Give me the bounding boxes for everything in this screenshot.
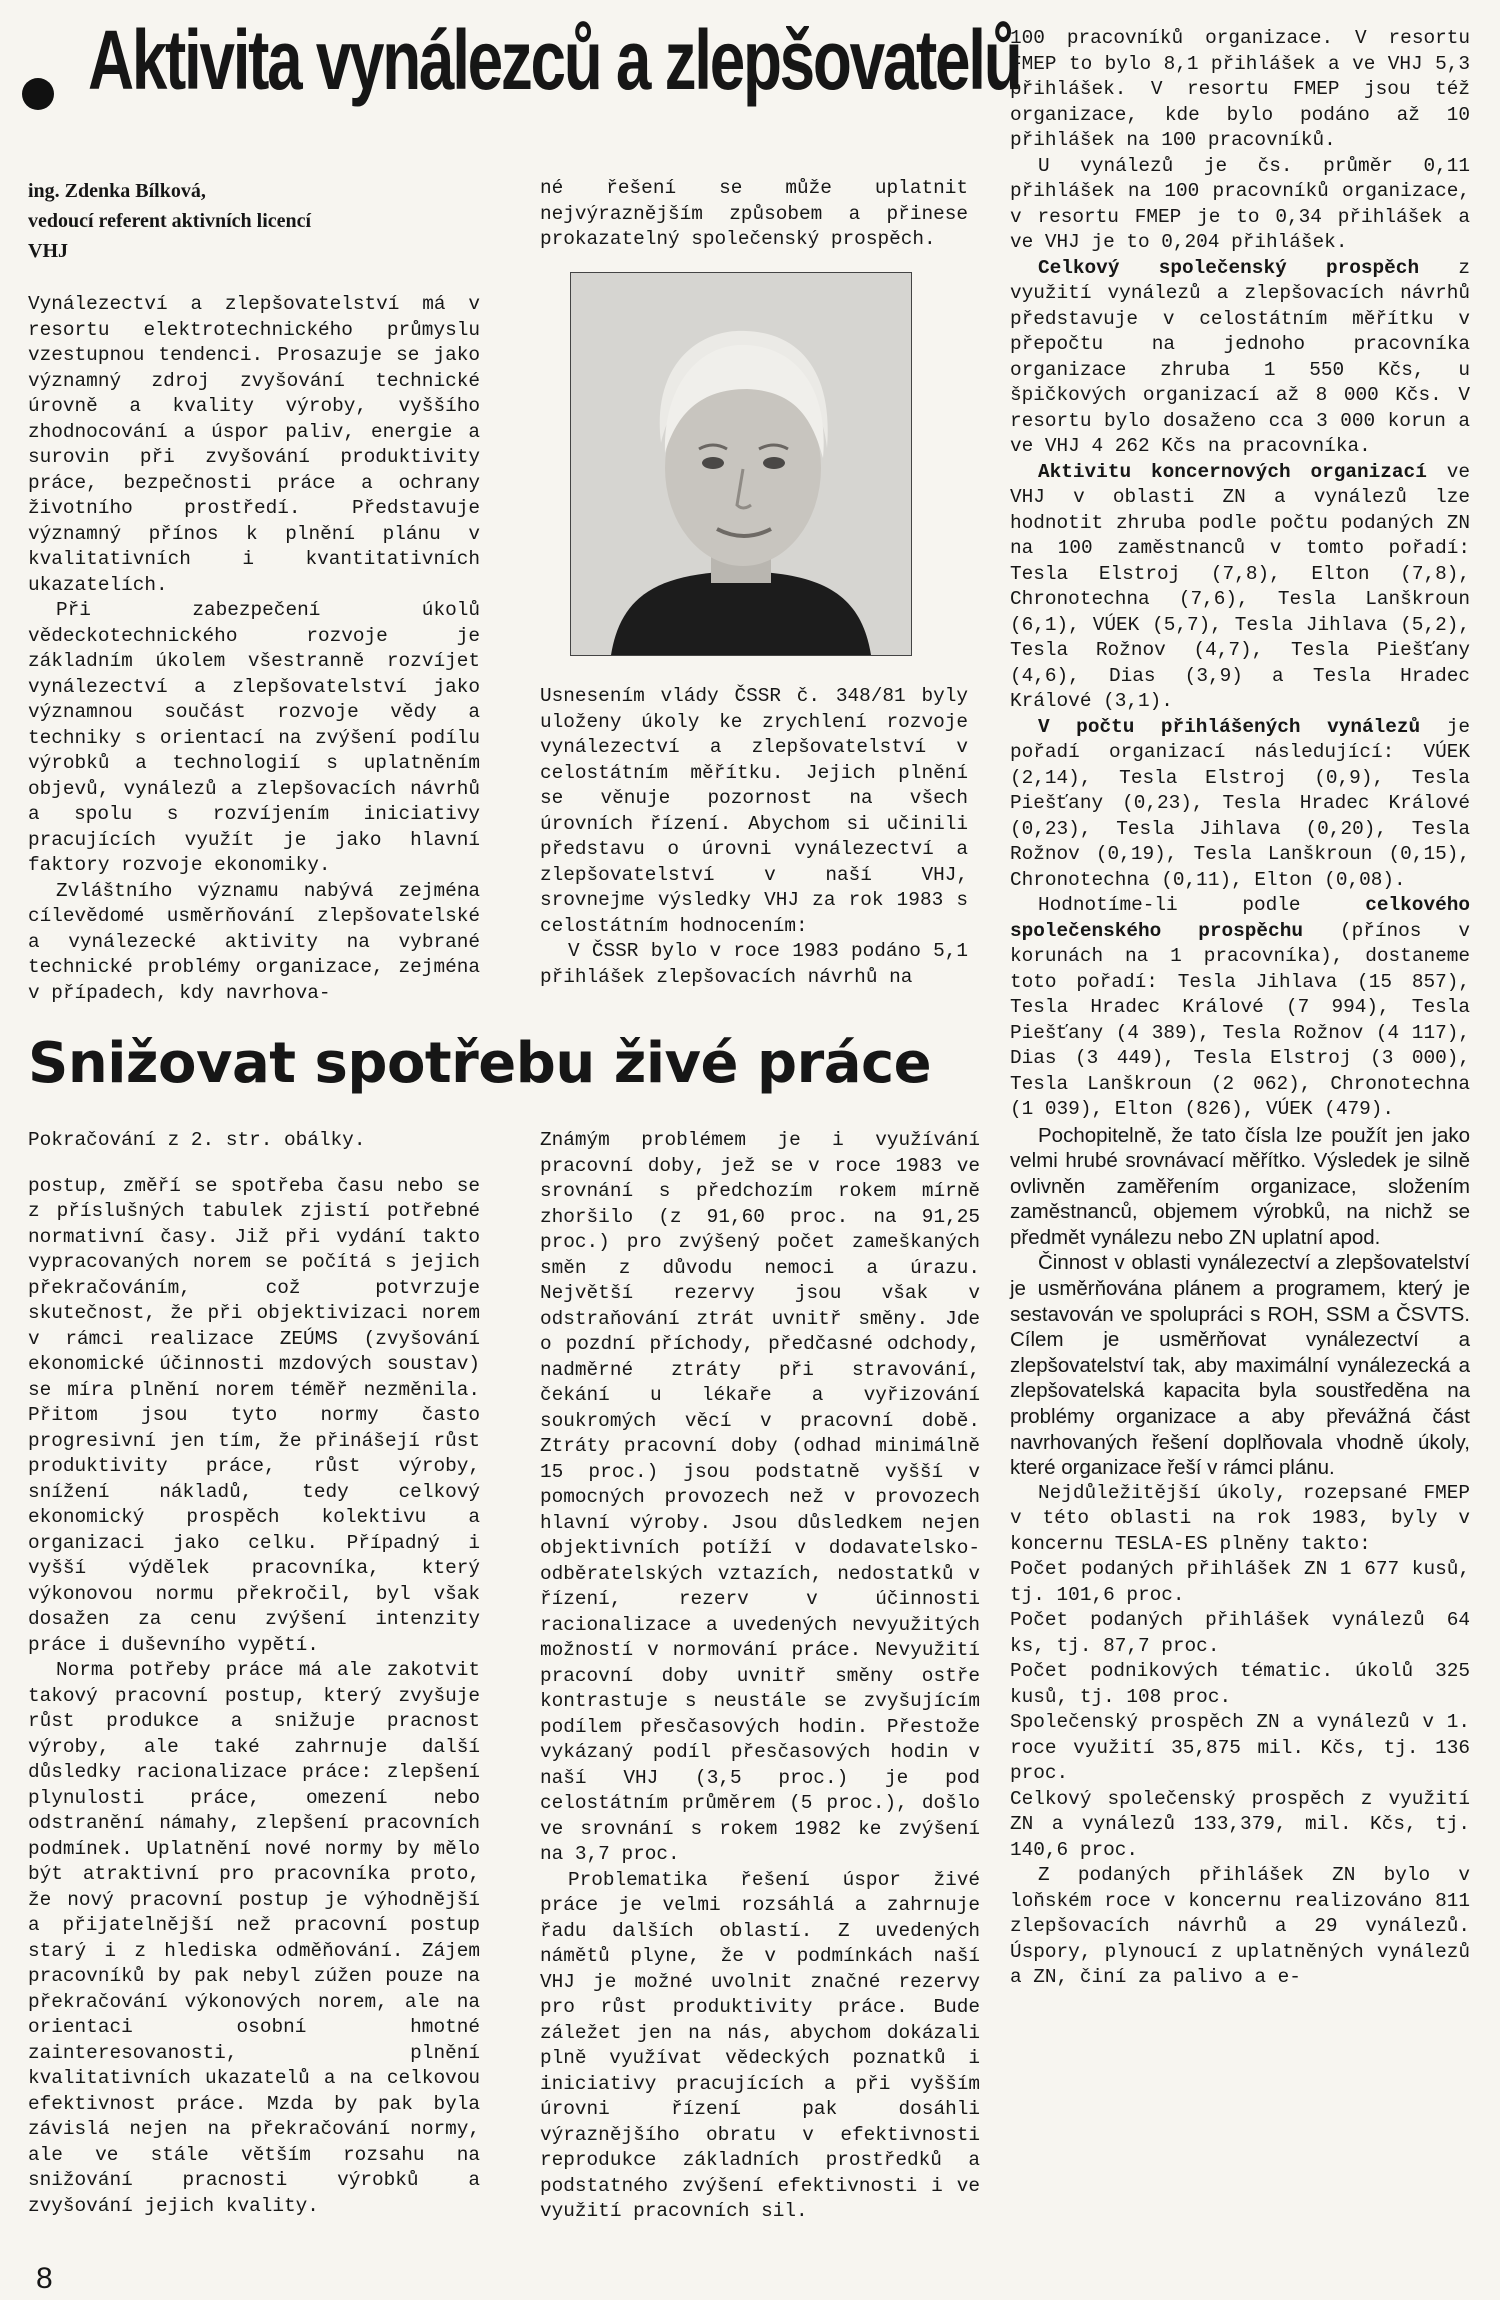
author-unit: VHJ — [28, 240, 68, 262]
paragraph: Norma potřeby práce má ale zakotvit takový pracovní postup, který zvyšuje růst produkce a snižuje pracnost výroby, ale také zahrnuje další důsledky racionalizace práce: zlepšení plynulosti práce, omezení nebo odstranění námahy, zlepšení pracovních podmínek. Uplatnění nové normy by mělo být atraktivní pro pracovníka proto, že nový pracovní postup je výhodnější a přijatelnější než pracovní postup starý i z hlediska odměňování. Zájem pracovníků by pak nebyl zúžen pouze na překračování výkonových norem, ale na orientaci osobní hmotné zainteresovanosti, plnění kvalitativních ukazatelů a na celkovou efektivnost práce. Mzda by pak byla závislá nejen na překračování normy, ale ve stále větším rozsahu na snižování pracnosti výrobků a zvyšování jejich kvality. — [28, 1659, 480, 2217]
paragraph: né řešení se může uplatnit nejvýraznějším způsobem a přinese prokazatelný společenský prospěch. — [540, 177, 968, 250]
paragraph-text: Z podaných přihlášek ZN bylo v loňském roce v koncernu realizováno 811 zlepšovacích návrhů a 29 vynálezů. Úspory, plynoucí z uplatněných vynálezů a ZN, činí za palivo a e- — [1010, 1864, 1470, 1989]
bullet-icon — [22, 78, 54, 110]
article2-column2 — [540, 1128, 980, 2225]
paragraph — [1010, 1659, 1470, 1710]
paragraph — [1010, 1863, 1470, 1991]
article1-column2 — [540, 684, 968, 990]
article2-title: Snižovat spotřebu živé práce — [28, 1031, 932, 1096]
paragraph: Problematika řešení úspor živé práce je velmi rozsáhlá a zahrnuje řadu dalších oblastí. Z uvedených námětů plyne, že v podmínkách naší VHJ je možné uvolnit značné rezervy pro růst produktivity práce. Bude záležet jen na nás, abychom dokázali plně využívat vědeckých poznatků i iniciativy pracujících a při vyšším úrovni řízení pak dosáhli výraznějšího obratu v efektivnosti reprodukce základních prostředků a podstatného zvýšení efektivnosti i ve využití pracovních sil. — [540, 1868, 980, 2222]
paragraph-text: 100 pracovníků organizace. V resortu FMEP to bylo 8,1 přihlášek a ve VHJ 5,3 přihlášek. V resortu FMEP jsou též organizace, kde bylo podáno až 10 přihlášek na 100 pracovníků. — [1010, 27, 1470, 151]
article1-column3 — [1010, 26, 1470, 1991]
paragraph: postup, změří se spotřeba času nebo se z příslušných tabulek zjistí potřebné normativní časy. Již při vydání takto vypracovaných norem se počítá s jejich překračováním, což potvrzuje skutečnost, že při objektivizaci norem v rámci realizace ZEÚMS (zvyšování ekonomické účinnosti mzdových soustav) se míra plnění norem téměř nezměnila. Přitom jsou tyto normy často progresivní jen tím, že přinášejí růst produktivity práce, růst výroby, snížení nákladů, tedy celkový ekonomický prospěch kolektivu a organizaci jako celku. Případný i vyšší výdělek pracovníka, který výkonovou normu překročil, byl však dosažen za cenu zvýšení intenzity práce i duševního vypětí. — [28, 1174, 480, 1656]
author-portrait-photo — [570, 272, 912, 656]
paragraph — [1010, 256, 1470, 460]
article1-column1 — [28, 176, 480, 1006]
paragraph-text: ve VHJ v oblasti ZN a vynálezů lze hodnotit zhruba podle počtu podaných ZN na 100 zaměstnanců v tomto pořadí: Tesla Elstroj (7,8), Elton (7,8), Chronotechna (7,6), Tesla Lanškroun (6,1), VÚEK (5,7), Tesla Jihlava (5,2), Tesla Rožnov (4,7), Tesla Piešťany (4,6), Dias (3,9) a Tesla Hradec Králové (3,1). — [1010, 460, 1470, 712]
portrait-image — [571, 273, 911, 655]
paragraph-text: U vynálezů je čs. průměr 0,11 přihlášek na 100 pracovníků organizace, v resortu FMEP je to 0,34 přihlášek a ve VHJ je to 0,204 přihlášek. — [1010, 154, 1470, 253]
author-name: ing. Zdenka Bílková, — [28, 180, 206, 202]
paragraph — [1010, 1557, 1470, 1608]
paragraph-text: Činnost v oblasti vynálezectví a zlepšovatelství je usměrňována plánem a programem, který je sestavován ve spolupráci s ROH, SSM a ČSVTS. Cílem je usměrňovat vynálezectví a zlepšovatelství tak, aby maximální vynálezecká a zlepšovatelská kapacita byla soustředěna na problémy organizace a aby převážná část navrhovaných řešení doplňovala vhodně úkoly, které organizace řeší v rámci plánu. — [1010, 1251, 1470, 1480]
paragraph — [1010, 1710, 1470, 1787]
page-number: 8 — [36, 2262, 53, 2295]
paragraph: Usnesením vlády ČSSR č. 348/81 byly uloženy úkoly ke zrychlení rozvoje vynálezectví a zlepšovatelství v celostátním měřítku. Jejich plnění se věnuje pozornost na všech úrovních řízení. Abychom si učinili představu o úrovni vynálezectví a zlepšovatelství v naší VHJ, srovnejme výsledky VHJ za rok 1983 s celostátním hodnocením: — [540, 685, 968, 937]
paragraph: V ČSSR bylo v roce 1983 podáno 5,1 přihlášek zlepšovacích návrhů na — [540, 940, 968, 988]
paragraph-text: je pořadí organizací následující: VÚEK (2,14), Tesla Elstroj (0,9), Tesla Piešťany (0,23), Tesla Hradec Králové (0,23), Tesla Jihlava (0,20), Tesla Rožnov (0,19), Tesla Lanškroun (0,15), Chronotechna (0,11), Elton (0,08). — [1010, 715, 1470, 891]
bold-lead-in: V počtu přihlášených vynálezů — [1038, 715, 1421, 738]
paragraph-text: Pochopitelně, že tato čísla lze použít jen jako velmi hrubé srovnávací měřítko. Výsledek je silně ovlivněn zaměřením organizace, složením zaměstnanců, objemem výrobků, na nichž se předmět vynálezu nebo ZN uplatní apod. — [1010, 1123, 1470, 1249]
paragraph — [1010, 1787, 1470, 1864]
paragraph: Při zabezpečení úkolů vědeckotechnického rozvoje je základním úkolem všestranně rozvíjet vynálezectví a zlepšovatelství jako významnou součást rozvoje vědy a techniky s orientací na zvýšení podílu výrobků a technologií s uplatněním objevů, vynálezů a zlepšovacích návrhů a spolu s rozvíjením iniciativy pracujících využít je jako hlavní faktory rozvoje ekonomiky. — [28, 599, 480, 876]
paragraph-text: Hodnotíme-li podle — [1038, 894, 1366, 916]
paragraph — [1010, 1608, 1470, 1659]
paragraph-text: Společenský prospěch ZN a vynálezů v 1. roce využití 35,875 mil. Kčs, tj. 136 proc. — [1010, 1711, 1470, 1785]
article1-column2-top — [540, 176, 968, 253]
paragraph-text: (přínos v korunách na 1 pracovníka), dostaneme toto pořadí: Tesla Jihlava (15 857), Tesla Hradec Králové (7 994), Tesla Piešťany (4 389), Tesla Rožnov (4 117), Dias (3 449), Tesla Elstroj (3 000), Tesla Lanškroun (2 062), Chronotechna (1 039), Elton (826), VÚEK (479). — [1010, 919, 1470, 1120]
bold-lead-in: Aktivitu koncernových organizací — [1038, 460, 1427, 483]
paragraph — [1010, 715, 1470, 894]
paragraph — [1010, 460, 1470, 715]
paragraph-text: z využití vynálezů a zlepšovacích návrhů představuje v celostátním měřítku v přepočtu na jednoho pracovníka organizace zhruba 1 550 Kčs, u špičkových organizací až 8 000 Kčs. V resortu bylo dosaženo cca 3 000 korun a ve VHJ 4 262 Kčs na pracovníka. — [1010, 256, 1470, 457]
page-title: Aktivita vynálezců a zlepšovatelů — [88, 13, 1021, 107]
paragraph-text: Celkový společenský prospěch z využití ZN a vynálezů 133,379, mil. Kčs, tj. 140,6 proc. — [1010, 1787, 1470, 1861]
bold-lead-in: Celkový společenský prospěch — [1038, 256, 1420, 279]
author-role: vedoucí referent aktivních licencí — [28, 210, 312, 232]
paragraph — [1010, 1250, 1470, 1480]
paragraph — [1010, 893, 1470, 1123]
paragraph: Vynálezectví a zlepšovatelství má v resortu elektrotechnického průmyslu vzestupnou tendenci. Prosazuje se jako významný zdroj zvyšování technické úrovně a kvality výroby, vyššího zhodnocování a úspor paliv, energie a surovin při zvyšování produktivity práce, bezpečnosti práce a ochrany životního prostředí. Představuje významný přínos k plnění plánu v kvalitativních i kvantitativních ukazatelích. — [28, 293, 480, 596]
paragraph — [1010, 1481, 1470, 1558]
paragraph-text: Počet podnikových tématic. úkolů 325 kusů, tj. 108 proc. — [1010, 1660, 1470, 1708]
continuation-note: Pokračování z 2. str. obálky. — [28, 1129, 366, 1151]
paragraph-text: Počet podaných přihlášek ZN 1 677 kusů, tj. 101,6 proc. — [1010, 1558, 1470, 1606]
paragraph-text: Počet podaných přihlášek vynálezů 64 ks, tj. 87,7 proc. — [1010, 1609, 1470, 1657]
bold-lead-in: celkového společenského prospěchu — [1010, 894, 1470, 942]
paragraph — [1010, 1123, 1470, 1251]
paragraph: Známým problémem je i využívání pracovní doby, jež se v roce 1983 ve srovnání s předchozím rokem mírně zhoršilo (z 91,60 proc. na 91,25 proc.) pro zvýšený počet zameškaných směn z důvodu nemoci a úrazu. Největší rezervy jsou však v odstraňování ztrát uvnitř směny. Jde o pozdní příchody, předčasné odchody, nadměrné ztráty při stravování, čekání u lékaře a vyřizování soukromých věcí v pracovní době. Ztráty pracovní doby (odhad minimálně 15 proc.) jsou podstatně vyšší v pomocných provozech než v provozech hlavní výroby. Jsou důsledkem nejen objektivních potíží v dodavatelsko-odběratelských vztazích, nedostatků v řízení, rezerv v účinnosti racionalizace a uvedených nevyužitých možností v normování práce. Nevyužití pracovní doby uvnitř směny ostře kontrastuje s neustále se zvyšujícím podílem přesčasových hodin. Přestože vykázaný podíl přesčasových hodin v naší VHJ (3,5 proc.) je pod celostátním průměrem (5 proc.), došlo ve srovnání s rokem 1982 ke zvýšení na 3,7 proc. — [540, 1129, 980, 1865]
paragraph: Zvláštního významu nabývá zejména cílevědomé usměrňování zlepšovatelské a vynálezecké aktivity na vybrané technické problémy organizace, zejména v případech, kdy navrhova- — [28, 879, 480, 1004]
author-byline — [28, 176, 480, 266]
paragraph-text: Nejdůležitější úkoly, rozepsané FMEP v této oblasti na rok 1983, byly v koncernu TESLA-ES plněny takto: — [1010, 1481, 1470, 1555]
paragraph — [1010, 154, 1470, 256]
paragraph — [1010, 26, 1470, 154]
article2-column1 — [28, 1128, 480, 2219]
